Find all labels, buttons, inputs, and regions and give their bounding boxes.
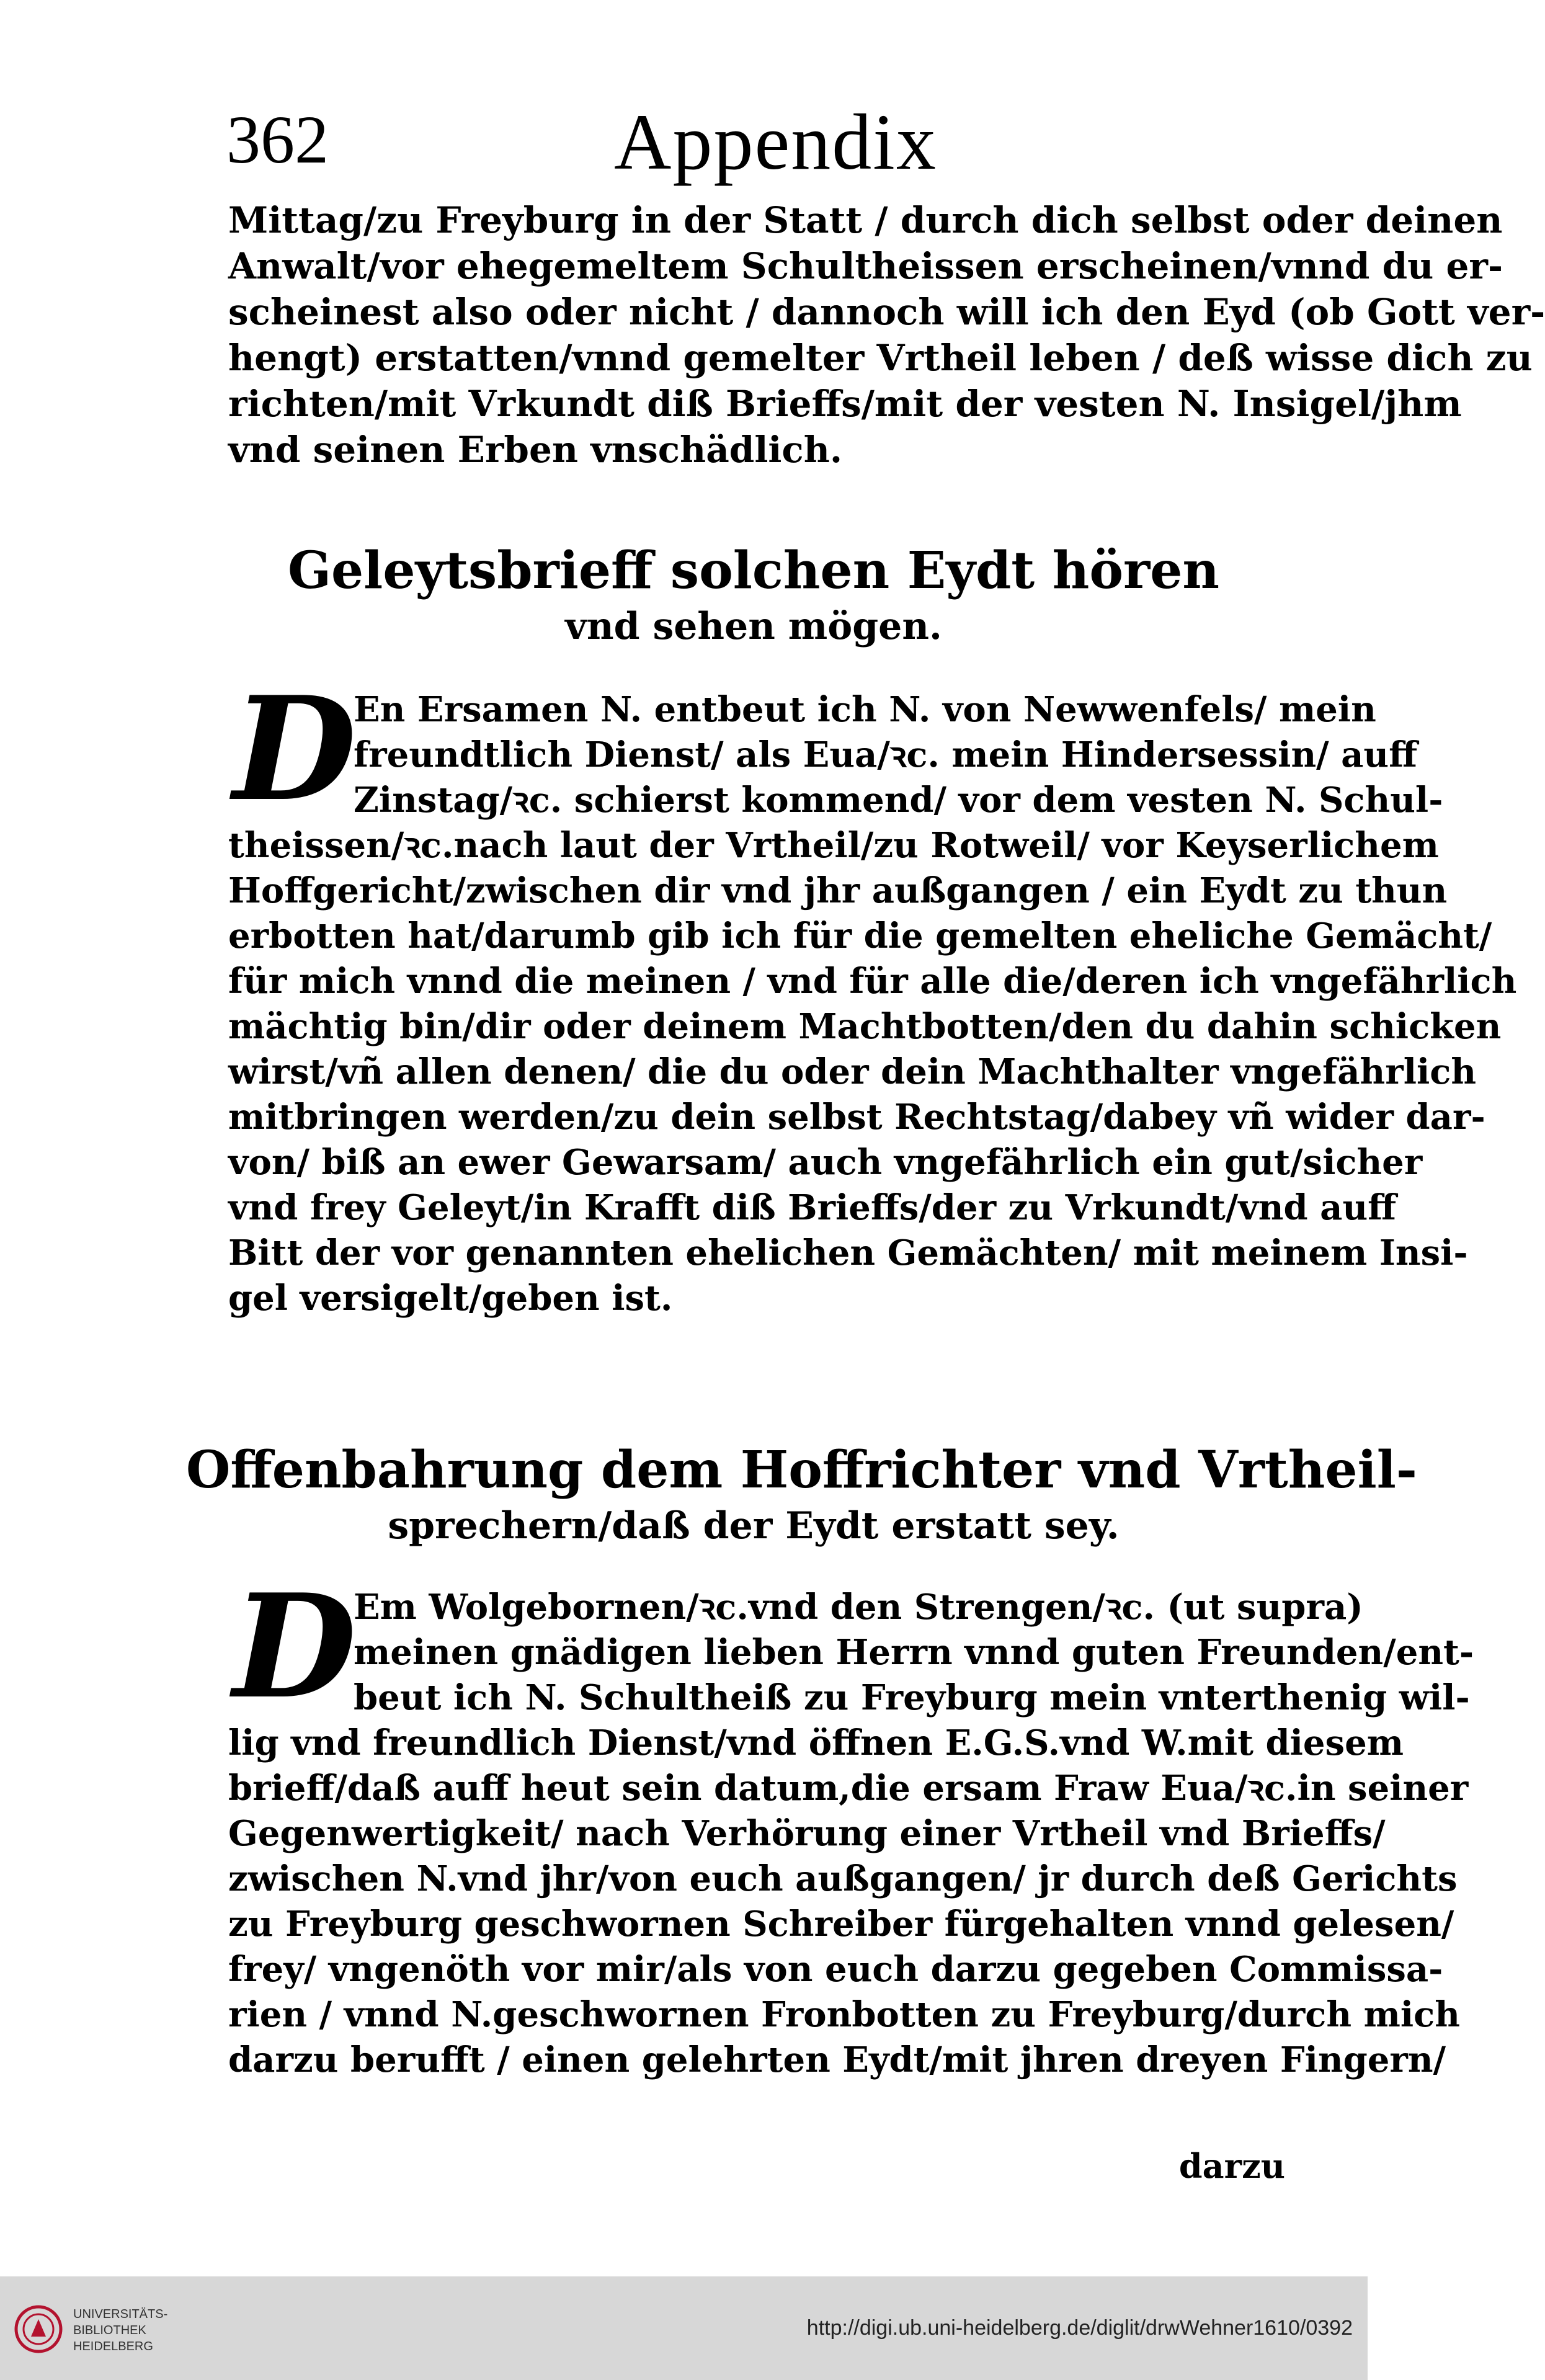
intro-paragraph bbox=[228, 197, 1545, 473]
text-line: hengt) erstatten/vnnd gemelter Vrtheil leben / deß wisse dich zu bbox=[228, 337, 1533, 379]
section-heading-offenbahrung bbox=[186, 1439, 1417, 1551]
text-line: vnd seinen Erben vnschädlich. bbox=[228, 429, 843, 471]
section1-paragraph-indented bbox=[354, 687, 1418, 778]
text-line: theissen/ꝛc.nach laut der Vrtheil/zu Rotweil/ vor Keyserlichem bbox=[228, 825, 1439, 866]
text-line: Zinstag/ꝛc. schierst kommend/ vor dem vesten N. Schul- bbox=[354, 780, 1443, 821]
text-line: von/ biß an ewer Gewarsam/ auch vngefährlich ein gut/sicher bbox=[228, 1142, 1423, 1183]
text-line: darzu berufft / einen gelehrten Eydt/mit jhren dreyen Fingern/ bbox=[228, 2039, 1446, 2080]
library-name-line: UNIVERSITÄTS- bbox=[73, 2307, 168, 2321]
heading-line: Offenbahrung dem Hoffrichter vnd Vrtheil- bbox=[186, 1440, 1417, 1500]
digitization-footer bbox=[0, 2276, 1368, 2380]
section1-paragraph-body bbox=[228, 823, 1517, 1321]
running-head: Appendix bbox=[614, 98, 937, 186]
section-heading-geleytsbrieff bbox=[186, 540, 1321, 651]
heading-subline: vnd sehen mögen. bbox=[565, 605, 942, 648]
permalink-url[interactable]: http://digi.ub.uni-heidelberg.de/diglit/drwWehner1610/0392 bbox=[806, 2316, 1353, 2340]
library-name[interactable] bbox=[73, 2306, 167, 2355]
text-line: Anwalt/vor ehegemeltem Schultheissen erscheinen/vnnd du er- bbox=[228, 245, 1503, 287]
section1-paragraph-indented-2 bbox=[354, 778, 1443, 823]
decorated-initial: D bbox=[233, 666, 357, 833]
section2-paragraph-indented bbox=[354, 1585, 1474, 1721]
text-line: brieff/daß auff heut sein datum,die ersam Fraw Eua/ꝛc.in seiner bbox=[228, 1768, 1469, 1809]
text-line: wirst/vñ allen denen/ die du oder dein Machthalter vngefährlich bbox=[228, 1051, 1477, 1092]
page-number: 362 bbox=[226, 102, 329, 177]
library-name-line: BIBLIOTHEK bbox=[73, 2324, 146, 2337]
text-line: mitbringen werden/zu dein selbst Rechtstag/dabey vñ wider dar- bbox=[228, 1097, 1485, 1138]
text-line: En Ersamen N. entbeut ich N. von Newwenfels/ mein bbox=[354, 689, 1376, 730]
text-line: Gegenwertigkeit/ nach Verhörung einer Vrtheil vnd Brieffs/ bbox=[228, 1813, 1386, 1854]
decorated-initial: D bbox=[233, 1563, 357, 1731]
heading-subline: sprechern/daß der Eydt erstatt sey. bbox=[388, 1504, 1120, 1548]
text-line: mächtig bin/dir oder deinem Machtbotten/den du dahin schicken bbox=[228, 1006, 1502, 1047]
text-line: vnd frey Geleyt/in Krafft diß Brieffs/der zu Vrkundt/vnd auff bbox=[228, 1187, 1397, 1228]
text-line: Bitt der vor genannten ehelichen Gemächten/ mit meinem Insi- bbox=[228, 1232, 1468, 1273]
text-line: gel versigelt/geben ist. bbox=[228, 1278, 673, 1319]
text-line: rien / vnnd N.geschwornen Fronbotten zu Freyburg/durch mich bbox=[228, 1994, 1460, 2035]
heidelberg-seal-icon[interactable] bbox=[14, 2304, 63, 2354]
catchword: darzu bbox=[1178, 2146, 1285, 2186]
text-line: Hoffgericht/zwischen dir vnd jhr außgangen / ein Eydt zu thun bbox=[228, 870, 1448, 911]
text-line: frey/ vngenöth vor mir/als von euch darzu gegeben Commissa- bbox=[228, 1949, 1443, 1990]
heading-line: Geleytsbrieff solchen Eydt hören bbox=[287, 541, 1220, 600]
text-line: freundtlich Dienst/ als Eua/ꝛc. mein Hindersessin/ auff bbox=[354, 734, 1418, 775]
text-line: scheinest also oder nicht / dannoch will ich den Eyd (ob Gott ver- bbox=[228, 291, 1545, 333]
text-line: beut ich N. Schultheiß zu Freyburg mein vnterthenig wil- bbox=[354, 1677, 1470, 1718]
text-line: zu Freyburg geschwornen Schreiber fürgehalten vnnd gelesen/ bbox=[228, 1904, 1454, 1945]
text-line: erbotten hat/darumb gib ich für die gemelten eheliche Gemächt/ bbox=[228, 916, 1492, 956]
section2-paragraph-body bbox=[228, 1721, 1469, 2083]
text-line: für mich vnnd die meinen / vnd für alle die/deren ich vngefährlich bbox=[228, 961, 1517, 1002]
library-name-line: HEIDELBERG bbox=[73, 2340, 153, 2353]
text-line: richten/mit Vrkundt diß Brieffs/mit der vesten N. Insigel/jhm bbox=[228, 383, 1462, 425]
text-line: lig vnd freundlich Dienst/vnd öffnen E.G.S.vnd W.mit diesem bbox=[228, 1723, 1404, 1763]
text-line: zwischen N.vnd jhr/von euch außgangen/ jr durch deß Gerichts bbox=[228, 1858, 1458, 1899]
text-line: Mittag/zu Freyburg in der Statt / durch dich selbst oder deinen bbox=[228, 199, 1503, 241]
text-line: meinen gnädigen lieben Herrn vnnd guten Freunden/ent- bbox=[354, 1632, 1474, 1673]
text-line: Em Wolgebornen/ꝛc.vnd den Strengen/ꝛc. (ut supra) bbox=[354, 1587, 1363, 1628]
